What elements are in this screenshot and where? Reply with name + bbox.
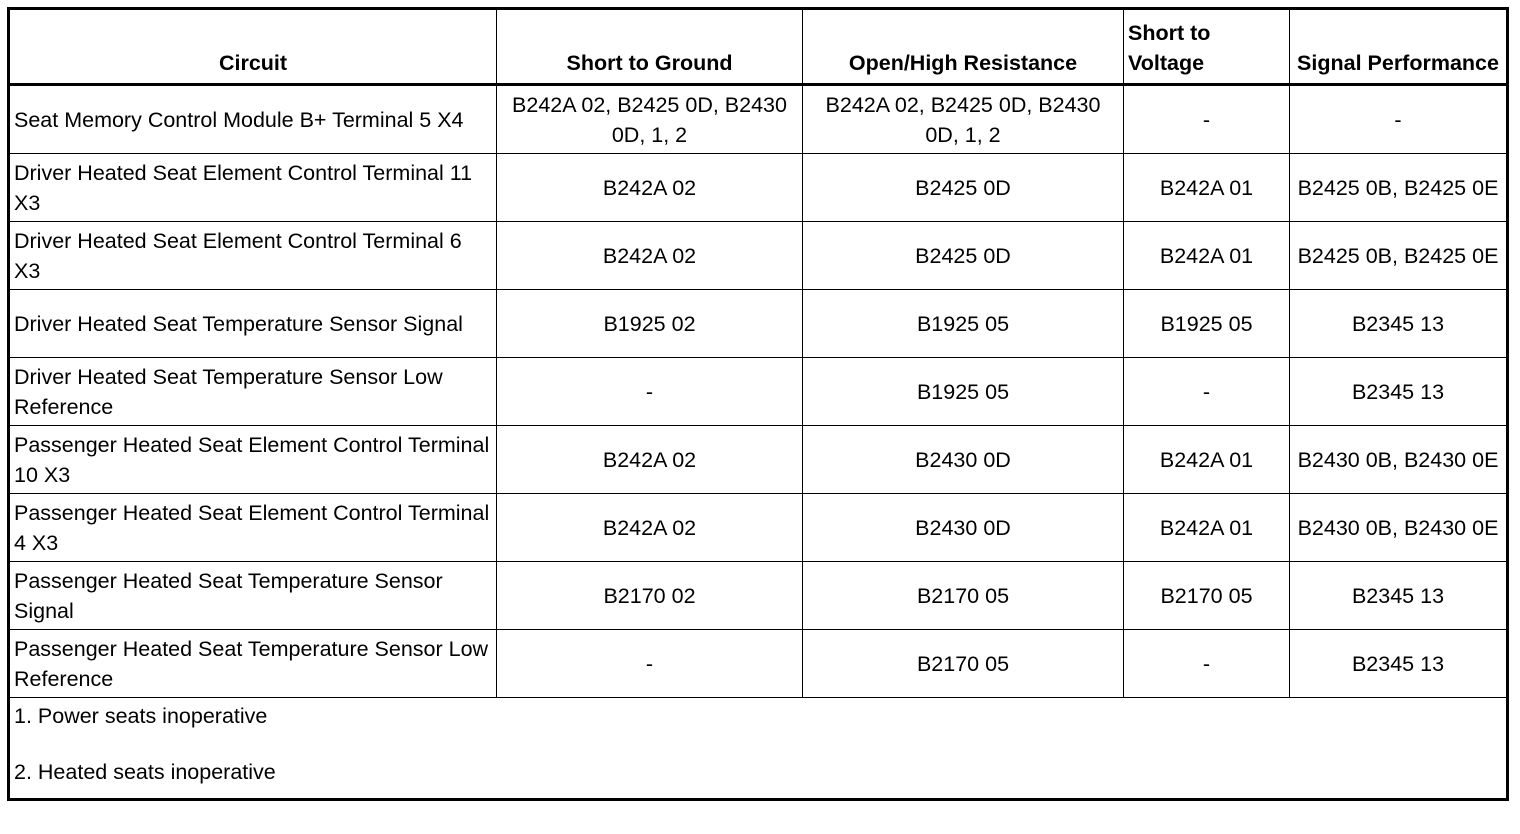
footnotes-cell	[9, 698, 1508, 800]
short-to-ground-cell: -	[497, 358, 803, 426]
signal-performance-cell: B2345 13	[1290, 630, 1508, 698]
short-to-voltage-cell: B242A 01	[1124, 494, 1290, 562]
open-high-resistance-cell: B2170 05	[803, 562, 1124, 630]
circuit-cell: Passenger Heated Seat Element Control Terminal 10 X3	[9, 426, 497, 494]
short-to-ground-cell: B242A 02	[497, 154, 803, 222]
open-high-resistance-cell: B242A 02, B2425 0D, B2430 0D, 1, 2	[803, 85, 1124, 154]
circuit-cell: Driver Heated Seat Element Control Terminal 6 X3	[9, 222, 497, 290]
open-high-resistance-cell: B2425 0D	[803, 222, 1124, 290]
short-to-voltage-cell: B242A 01	[1124, 222, 1290, 290]
footnote: 2. Heated seats inoperative	[14, 760, 276, 784]
circuit-cell: Seat Memory Control Module B+ Terminal 5 X4	[9, 85, 497, 154]
table-row	[9, 630, 1508, 698]
open-high-resistance-cell: B2430 0D	[803, 426, 1124, 494]
short-to-ground-cell: B242A 02	[497, 426, 803, 494]
short-to-ground-cell: B242A 02	[497, 222, 803, 290]
circuit-cell: Driver Heated Seat Temperature Sensor Signal	[9, 290, 497, 358]
signal-performance-cell: B2425 0B, B2425 0E	[1290, 154, 1508, 222]
circuit-cell: Driver Heated Seat Element Control Terminal 11 X3	[9, 154, 497, 222]
circuit-cell: Passenger Heated Seat Element Control Terminal 4 X3	[9, 494, 497, 562]
table-row	[9, 222, 1508, 290]
open-high-resistance-cell: B1925 05	[803, 358, 1124, 426]
header-short-to-ground: Short to Ground	[497, 9, 803, 85]
short-to-ground-cell: B2170 02	[497, 562, 803, 630]
table-row	[9, 358, 1508, 426]
signal-performance-cell: B2345 13	[1290, 562, 1508, 630]
circuit-cell: Passenger Heated Seat Temperature Sensor Signal	[9, 562, 497, 630]
short-to-voltage-cell: -	[1124, 630, 1290, 698]
table-row	[9, 85, 1508, 154]
short-to-ground-cell: B242A 02	[497, 494, 803, 562]
circuit-cell: Passenger Heated Seat Temperature Sensor Low Reference	[9, 630, 497, 698]
signal-performance-cell: B2345 13	[1290, 358, 1508, 426]
header-open-high-resistance: Open/High Resistance	[803, 9, 1124, 85]
short-to-ground-cell: B1925 02	[497, 290, 803, 358]
header-short-to-voltage: Short to Voltage	[1124, 9, 1290, 85]
short-to-voltage-cell: B2170 05	[1124, 562, 1290, 630]
signal-performance-cell: -	[1290, 85, 1508, 154]
circuit-dtc-table	[7, 7, 1509, 801]
short-to-voltage-cell: -	[1124, 358, 1290, 426]
open-high-resistance-cell: B2430 0D	[803, 494, 1124, 562]
open-high-resistance-cell: B2425 0D	[803, 154, 1124, 222]
open-high-resistance-cell: B2170 05	[803, 630, 1124, 698]
table-row	[9, 562, 1508, 630]
short-to-voltage-cell: B1925 05	[1124, 290, 1290, 358]
signal-performance-cell: B2430 0B, B2430 0E	[1290, 494, 1508, 562]
table-row	[9, 290, 1508, 358]
short-to-ground-cell: -	[497, 630, 803, 698]
short-to-voltage-cell: -	[1124, 85, 1290, 154]
short-to-voltage-cell: B242A 01	[1124, 426, 1290, 494]
table-row	[9, 154, 1508, 222]
header-circuit: Circuit	[9, 9, 497, 85]
table-row	[9, 426, 1508, 494]
short-to-voltage-cell: B242A 01	[1124, 154, 1290, 222]
header-signal-performance: Signal Performance	[1290, 9, 1508, 85]
footnote: 1. Power seats inoperative	[14, 704, 268, 728]
circuit-cell: Driver Heated Seat Temperature Sensor Low Reference	[9, 358, 497, 426]
open-high-resistance-cell: B1925 05	[803, 290, 1124, 358]
notes-row	[9, 698, 1508, 800]
short-to-ground-cell: B242A 02, B2425 0D, B2430 0D, 1, 2	[497, 85, 803, 154]
table-row	[9, 494, 1508, 562]
signal-performance-cell: B2430 0B, B2430 0E	[1290, 426, 1508, 494]
header-row	[9, 9, 1508, 85]
signal-performance-cell: B2345 13	[1290, 290, 1508, 358]
signal-performance-cell: B2425 0B, B2425 0E	[1290, 222, 1508, 290]
